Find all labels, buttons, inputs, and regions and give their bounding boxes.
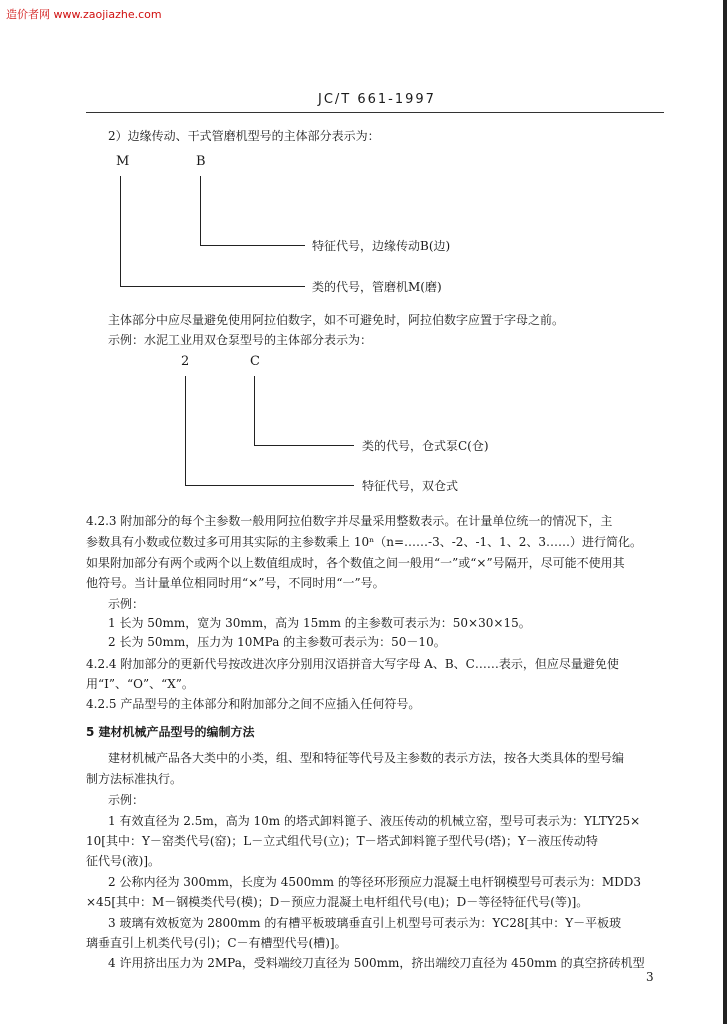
sec5-ex2-line2: ×45[其中：M－钢模类代号(模)；D－预应力混凝土电杆组代号(电)；D－等径特征代号(等)]。 [86, 895, 589, 909]
diagram1-vline-b [200, 176, 201, 246]
diagram2-hline-c [254, 445, 354, 446]
sec5-p2: 制方法标准执行。 [86, 772, 183, 786]
diagram2-hline-2 [185, 485, 354, 486]
sec5-ex3-line1: 3 玻璃有效板宽为 2800mm 的有槽平板玻璃垂直引上机型号可表示为：YC28[其中：Y－平板玻 [108, 916, 622, 930]
s424-line1: 4.2.4 附加部分的更新代号按改进次序分别用汉语拼音大写字母 A、B、C……表示，但应尽量避免使 [86, 657, 619, 671]
scan-edge [723, 0, 727, 1024]
s423-line3: 如果附加部分有两个或两个以上数值组成时，各个数值之间一般用“一”或“×”号隔开，尽可能不使用其 [86, 556, 625, 570]
diagram1-label-class: 类的代号，管磨机M(磨) [312, 280, 442, 294]
s425: 4.2.5 产品型号的主体部分和附加部分之间不应插入任何符号。 [86, 697, 421, 711]
sec5-ex3-line2: 璃垂直引上机类代号(引)；C－有槽型代号(槽)]。 [86, 936, 347, 950]
site-watermark: 造价者网 www.zaojiazhe.com [6, 8, 162, 21]
diagram2-vline-2 [185, 376, 186, 486]
diagram2-label-feature: 特征代号，双仓式 [362, 479, 459, 493]
diagram1-hline-b [200, 245, 305, 246]
sec5-ex1-line1: 1 有效直径为 2.5m，高为 10m 的塔式卸料篦子、液压传动的机械立窑，型号可表示为：YLTY25× [108, 814, 641, 828]
s423-line4: 他符号。当计量单位相同时用“×”号，不同时用“一”号。 [86, 576, 385, 590]
para-main-2: 示例：水泥工业用双仓泵型号的主体部分表示为： [108, 333, 373, 347]
para-main-1: 主体部分中应尽量避免使用阿拉伯数字，如不可避免时，阿拉伯数字应置于字母之前。 [108, 313, 565, 327]
s423-example-1: 1 长为 50mm，宽为 30mm，高为 15mm 的主参数可表示为：50×30×15。 [108, 616, 531, 630]
section-5-title: 5 建材机械产品型号的编制方法 [86, 725, 255, 739]
diagram1-letter-m: M [116, 154, 130, 169]
diagram2-char-c: C [250, 354, 260, 369]
standard-code-header: JC/T 661-1997 [318, 92, 436, 107]
s423-example: 示例： [108, 597, 145, 611]
sec5-ex1-line3: 征代号(液)]。 [86, 854, 161, 868]
page-number: 3 [646, 970, 654, 984]
diagram1-label-feature: 特征代号，边缘传动B(边) [312, 239, 451, 253]
diagram1-vline-m [120, 176, 121, 287]
s423-line2: 参数具有小数或位数过多可用其实际的主参数乘上 10ⁿ（n=……-3、-2、-1、1、2、3……）进行简化。 [86, 535, 643, 549]
s424-line2: 用“I”、“O”、“X”。 [86, 677, 194, 691]
sec5-example: 示例： [108, 793, 145, 807]
s423-example-2: 2 长为 50mm，压力为 10MPa 的主参数可表示为：50－10。 [108, 635, 446, 649]
diagram2-char-2: 2 [181, 354, 190, 369]
diagram2-label-class: 类的代号，仓式泵C(仓) [362, 439, 489, 453]
sec5-ex1-line2: 10[其中：Y－窑类代号(窑)；L－立式组代号(立)；T－塔式卸料篦子型代号(塔)；Y－液压传动特 [86, 834, 598, 848]
s423-line1: 4.2.3 附加部分的每个主参数一般用阿拉伯数字并尽量采用整数表示。在计量单位统一的情况下，主 [86, 514, 613, 528]
diagram2-vline-c [254, 376, 255, 446]
diagram1-hline-m [120, 286, 305, 287]
sec5-ex2-line1: 2 公称内径为 300mm，长度为 4500mm 的等径环形预应力混凝土电杆钢模型号可表示为：MDD3 [108, 875, 642, 889]
sec5-p1: 建材机械产品各大类中的小类，组、型和特征等代号及主参数的表示方法，按各大类具体的型号编 [108, 751, 625, 765]
intro-2: 2）边缘传动、干式管磨机型号的主体部分表示为： [108, 129, 380, 143]
diagram1-letter-b: B [196, 154, 206, 169]
header-rule [86, 112, 664, 113]
sec5-ex4-line1: 4 许用挤出压力为 2MPa，受料端绞刀直径为 500mm，挤出端绞刀直径为 450mm 的真空挤砖机型 [108, 956, 645, 970]
